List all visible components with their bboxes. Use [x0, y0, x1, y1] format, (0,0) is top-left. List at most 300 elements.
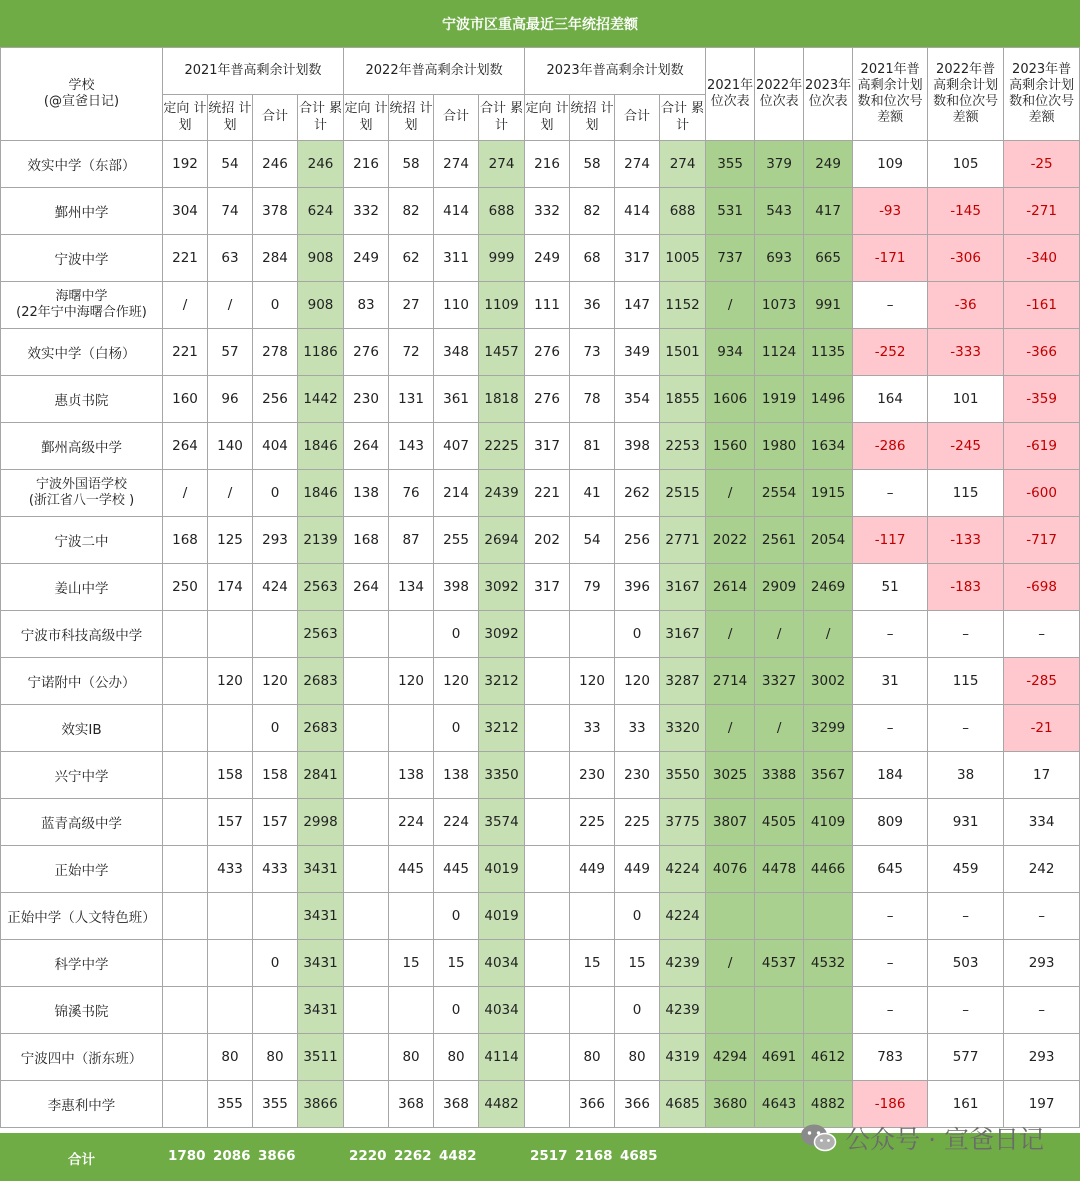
- table-row: [1, 564, 1080, 611]
- diff-cell: -340: [1004, 235, 1080, 282]
- school-name: 宁波二中: [1, 517, 163, 564]
- quota-cell: 15: [389, 940, 434, 987]
- diff-cell: -252: [853, 329, 928, 376]
- school-name: 李惠利中学: [1, 1081, 163, 1128]
- quota-cell: 147: [615, 282, 660, 329]
- quota-cell: 349: [615, 329, 660, 376]
- quota-cell: 80: [434, 1034, 479, 1081]
- quota-cell: 433: [208, 846, 253, 893]
- school-name: 正始中学（人文特色班）: [1, 893, 163, 940]
- quota-cell: [344, 846, 389, 893]
- cumulative-cell: 2439: [479, 470, 525, 517]
- cumulative-cell: 4034: [479, 940, 525, 987]
- rank-cell: 4537: [755, 940, 804, 987]
- rank-cell: 1135: [804, 329, 853, 376]
- cumulative-cell: 1152: [660, 282, 706, 329]
- quota-cell: 274: [615, 141, 660, 188]
- diff-cell: –: [928, 893, 1004, 940]
- rank-cell: 2022: [706, 517, 755, 564]
- cumulative-cell: 1855: [660, 376, 706, 423]
- rank-cell: 2714: [706, 658, 755, 705]
- school-name: 效实中学（白杨）: [1, 329, 163, 376]
- diff-cell: -333: [928, 329, 1004, 376]
- quota-cell: 230: [344, 376, 389, 423]
- cumulative-cell: 2771: [660, 517, 706, 564]
- quota-cell: /: [208, 282, 253, 329]
- cumulative-cell: 3167: [660, 564, 706, 611]
- quota-cell: 0: [615, 893, 660, 940]
- quota-cell: [344, 1081, 389, 1128]
- rank-cell: /: [706, 705, 755, 752]
- subcol-header-2021-3: 合计 累计: [298, 95, 344, 141]
- quota-cell: 366: [570, 1081, 615, 1128]
- quota-cell: 72: [389, 329, 434, 376]
- quota-cell: 221: [525, 470, 570, 517]
- school-header: [1, 48, 163, 141]
- quota-cell: [344, 705, 389, 752]
- quota-cell: 120: [389, 658, 434, 705]
- cumulative-cell: 4019: [479, 846, 525, 893]
- subcol-header-2021-2: 合计: [253, 95, 298, 141]
- cumulative-cell: 3511: [298, 1034, 344, 1081]
- diff-cell: -133: [928, 517, 1004, 564]
- quota-cell: [525, 846, 570, 893]
- school-name: 姜山中学: [1, 564, 163, 611]
- school-header-sub: (@宣爸日记): [43, 94, 120, 109]
- cumulative-cell: 4034: [479, 987, 525, 1034]
- table-row: [1, 141, 1080, 188]
- quota-cell: [163, 799, 208, 846]
- diff-cell: 115: [928, 470, 1004, 517]
- rank-cell: 1073: [755, 282, 804, 329]
- diff-cell: –: [853, 893, 928, 940]
- rank-cell: 1124: [755, 329, 804, 376]
- quota-cell: 74: [208, 188, 253, 235]
- diff-cell: -36: [928, 282, 1004, 329]
- quota-cell: 120: [208, 658, 253, 705]
- rank-cell: /: [706, 611, 755, 658]
- rank-cell: 1915: [804, 470, 853, 517]
- quota-cell: 174: [208, 564, 253, 611]
- school-name: 科学中学: [1, 940, 163, 987]
- rank-cell: 2554: [755, 470, 804, 517]
- cumulative-cell: 2998: [298, 799, 344, 846]
- cumulative-cell: 3212: [479, 658, 525, 705]
- subcol-header-2023-1: 统招 计划: [570, 95, 615, 141]
- diff-cell: 931: [928, 799, 1004, 846]
- quota-cell: 0: [253, 282, 298, 329]
- rank-cell: 4294: [706, 1034, 755, 1081]
- quota-cell: 398: [615, 423, 660, 470]
- quota-cell: [525, 1081, 570, 1128]
- table-row: [1, 799, 1080, 846]
- quota-cell: 414: [615, 188, 660, 235]
- quota-cell: 83: [344, 282, 389, 329]
- rank-cell: 1606: [706, 376, 755, 423]
- diff-cell: –: [853, 705, 928, 752]
- quota-cell: 398: [434, 564, 479, 611]
- quota-cell: 255: [434, 517, 479, 564]
- cumulative-cell: 1442: [298, 376, 344, 423]
- cumulative-cell: 3431: [298, 987, 344, 1034]
- quota-cell: [344, 1034, 389, 1081]
- table-row: [1, 705, 1080, 752]
- footer-2023-unified: 2168: [575, 1148, 613, 1164]
- quota-cell: 81: [570, 423, 615, 470]
- quota-cell: 57: [208, 329, 253, 376]
- quota-cell: 246: [253, 141, 298, 188]
- quota-cell: 317: [525, 564, 570, 611]
- quota-cell: 80: [253, 1034, 298, 1081]
- quota-cell: 80: [615, 1034, 660, 1081]
- quota-cell: 224: [389, 799, 434, 846]
- quota-cell: [525, 893, 570, 940]
- cumulative-cell: 2139: [298, 517, 344, 564]
- rank-cell: 1560: [706, 423, 755, 470]
- diff-cell: -285: [1004, 658, 1080, 705]
- diff-cell: 38: [928, 752, 1004, 799]
- subcol-header-2022-1: 统招 计划: [389, 95, 434, 141]
- footer-label: 合计: [68, 1152, 95, 1168]
- diff-cell: -171: [853, 235, 928, 282]
- table-row: [1, 235, 1080, 282]
- quota-cell: 33: [570, 705, 615, 752]
- diff-cell: 645: [853, 846, 928, 893]
- quota-cell: 224: [434, 799, 479, 846]
- school-name: 鄞州中学: [1, 188, 163, 235]
- quota-cell: 168: [163, 517, 208, 564]
- quota-cell: [163, 611, 208, 658]
- cumulative-cell: 2841: [298, 752, 344, 799]
- quota-cell: 332: [525, 188, 570, 235]
- diff-cell: -117: [853, 517, 928, 564]
- quota-cell: 293: [253, 517, 298, 564]
- quota-cell: [389, 987, 434, 1034]
- diff-cell: –: [853, 470, 928, 517]
- quota-cell: 143: [389, 423, 434, 470]
- table-row: [1, 940, 1080, 987]
- diff-cell: -21: [1004, 705, 1080, 752]
- quota-cell: 54: [570, 517, 615, 564]
- quota-cell: 0: [615, 611, 660, 658]
- quota-cell: 404: [253, 423, 298, 470]
- quota-cell: [389, 611, 434, 658]
- quota-cell: 120: [615, 658, 660, 705]
- quota-cell: 87: [389, 517, 434, 564]
- quota-table: [0, 47, 1080, 1128]
- diff-cell: 197: [1004, 1081, 1080, 1128]
- quota-cell: [253, 987, 298, 1034]
- diff-cell: –: [853, 940, 928, 987]
- diff-cell: 109: [853, 141, 928, 188]
- quota-cell: 82: [389, 188, 434, 235]
- cumulative-cell: 1846: [298, 470, 344, 517]
- cumulative-cell: 908: [298, 235, 344, 282]
- quota-cell: [525, 1034, 570, 1081]
- rank-cell: 934: [706, 329, 755, 376]
- year-group-2021-header: 2021年普高剩余计划数: [163, 48, 344, 95]
- diff-cell: 293: [1004, 940, 1080, 987]
- rank-cell: 4478: [755, 846, 804, 893]
- rank-cell: 4076: [706, 846, 755, 893]
- diff-cell: –: [928, 987, 1004, 1034]
- quota-cell: 250: [163, 564, 208, 611]
- rank-cell: 4882: [804, 1081, 853, 1128]
- cumulative-cell: 4239: [660, 987, 706, 1034]
- quota-cell: 264: [344, 564, 389, 611]
- quota-cell: [570, 893, 615, 940]
- diff-cell: –: [1004, 611, 1080, 658]
- pos-2021-header: 2021年 位次表: [706, 48, 755, 141]
- quota-cell: 41: [570, 470, 615, 517]
- diff-cell: -271: [1004, 188, 1080, 235]
- quota-cell: [344, 658, 389, 705]
- cumulative-cell: 2253: [660, 423, 706, 470]
- cumulative-cell: 3350: [479, 752, 525, 799]
- cumulative-cell: 3431: [298, 940, 344, 987]
- rank-cell: 2561: [755, 517, 804, 564]
- quota-cell: 0: [253, 940, 298, 987]
- quota-cell: 276: [525, 376, 570, 423]
- school-name: 锦溪书院: [1, 987, 163, 1034]
- rank-cell: 4505: [755, 799, 804, 846]
- table-row: [1, 752, 1080, 799]
- quota-cell: 192: [163, 141, 208, 188]
- rank-cell: 4612: [804, 1034, 853, 1081]
- quota-cell: 216: [344, 141, 389, 188]
- school-name: 鄞州高级中学: [1, 423, 163, 470]
- quota-cell: 274: [434, 141, 479, 188]
- quota-cell: 125: [208, 517, 253, 564]
- quota-cell: 354: [615, 376, 660, 423]
- subcol-header-2022-3: 合计 累计: [479, 95, 525, 141]
- quota-cell: 278: [253, 329, 298, 376]
- quota-cell: 414: [434, 188, 479, 235]
- diff-2021-header: 2021年普 高剩余计划 数和位次号 差额: [853, 48, 928, 141]
- quota-cell: 214: [434, 470, 479, 517]
- quota-cell: 262: [615, 470, 660, 517]
- quota-cell: [208, 893, 253, 940]
- wechat-icon: [799, 1122, 837, 1154]
- cumulative-cell: 1457: [479, 329, 525, 376]
- quota-cell: [163, 752, 208, 799]
- cumulative-cell: 2683: [298, 705, 344, 752]
- quota-cell: 378: [253, 188, 298, 235]
- rank-cell: 249: [804, 141, 853, 188]
- diff-cell: 101: [928, 376, 1004, 423]
- watermark: [799, 1120, 1044, 1156]
- watermark-text: 公众号 · 宣爸日记: [845, 1125, 1044, 1154]
- quota-cell: 368: [389, 1081, 434, 1128]
- rank-cell: [755, 893, 804, 940]
- footer-2021-total: 3866: [258, 1148, 296, 1164]
- quota-cell: 264: [163, 423, 208, 470]
- rank-cell: 1634: [804, 423, 853, 470]
- rank-cell: 1919: [755, 376, 804, 423]
- quota-cell: [163, 893, 208, 940]
- rank-cell: 2469: [804, 564, 853, 611]
- quota-cell: [253, 611, 298, 658]
- quota-cell: 264: [344, 423, 389, 470]
- quota-cell: 15: [615, 940, 660, 987]
- cumulative-cell: 2694: [479, 517, 525, 564]
- quota-cell: [344, 752, 389, 799]
- cumulative-cell: 1109: [479, 282, 525, 329]
- quota-cell: 249: [344, 235, 389, 282]
- rank-cell: 543: [755, 188, 804, 235]
- diff-cell: –: [1004, 987, 1080, 1034]
- diff-cell: -93: [853, 188, 928, 235]
- quota-cell: [525, 705, 570, 752]
- rank-cell: 4643: [755, 1081, 804, 1128]
- diff-cell: -183: [928, 564, 1004, 611]
- quota-cell: 221: [163, 235, 208, 282]
- rank-cell: /: [804, 611, 853, 658]
- quota-cell: 80: [208, 1034, 253, 1081]
- school-name: 效实中学（东部）: [1, 141, 163, 188]
- quota-cell: 138: [434, 752, 479, 799]
- table-row: [1, 470, 1080, 517]
- diff-cell: –: [853, 282, 928, 329]
- school-name: 正始中学: [1, 846, 163, 893]
- school-name: 兴宁中学: [1, 752, 163, 799]
- cumulative-cell: 4319: [660, 1034, 706, 1081]
- cumulative-cell: 274: [479, 141, 525, 188]
- rank-cell: 2909: [755, 564, 804, 611]
- footer-2021-directed: 1780: [168, 1148, 206, 1164]
- cumulative-cell: 3212: [479, 705, 525, 752]
- quota-cell: 120: [253, 658, 298, 705]
- diff-2022-header: 2022年普 高剩余计划 数和位次号 差额: [928, 48, 1004, 141]
- quota-cell: 449: [615, 846, 660, 893]
- rank-cell: 3807: [706, 799, 755, 846]
- diff-cell: 809: [853, 799, 928, 846]
- quota-cell: /: [163, 282, 208, 329]
- quota-cell: [344, 987, 389, 1034]
- quota-cell: 140: [208, 423, 253, 470]
- school-header-label: 学校: [68, 77, 95, 93]
- table-row: [1, 1034, 1080, 1081]
- subcol-header-2023-2: 合计: [615, 95, 660, 141]
- quota-cell: 0: [253, 470, 298, 517]
- quota-cell: [163, 846, 208, 893]
- subcol-header-2022-2: 合计: [434, 95, 479, 141]
- table-row: [1, 188, 1080, 235]
- diff-cell: 164: [853, 376, 928, 423]
- quota-cell: [525, 611, 570, 658]
- rank-cell: /: [755, 611, 804, 658]
- cumulative-cell: 3320: [660, 705, 706, 752]
- diff-cell: 161: [928, 1081, 1004, 1128]
- cumulative-cell: 4224: [660, 846, 706, 893]
- rank-cell: [755, 987, 804, 1034]
- quota-cell: 256: [253, 376, 298, 423]
- quota-cell: [344, 893, 389, 940]
- quota-cell: 120: [434, 658, 479, 705]
- cumulative-cell: 3431: [298, 893, 344, 940]
- quota-cell: 158: [253, 752, 298, 799]
- quota-cell: [163, 1034, 208, 1081]
- quota-cell: [389, 705, 434, 752]
- rank-cell: /: [706, 282, 755, 329]
- quota-cell: 445: [434, 846, 479, 893]
- cumulative-cell: 3092: [479, 564, 525, 611]
- quota-cell: 157: [208, 799, 253, 846]
- quota-cell: 317: [615, 235, 660, 282]
- quota-cell: [163, 705, 208, 752]
- quota-cell: [525, 658, 570, 705]
- rank-cell: 3567: [804, 752, 853, 799]
- diff-cell: -145: [928, 188, 1004, 235]
- diff-cell: -600: [1004, 470, 1080, 517]
- table-row: [1, 517, 1080, 564]
- school-name: 海曙中学 (22年宁中海曙合作班): [1, 282, 163, 329]
- quota-cell: 62: [389, 235, 434, 282]
- rank-cell: 3680: [706, 1081, 755, 1128]
- diff-cell: -698: [1004, 564, 1080, 611]
- quota-cell: [208, 940, 253, 987]
- quota-cell: 63: [208, 235, 253, 282]
- rank-cell: /: [706, 940, 755, 987]
- rank-cell: 4466: [804, 846, 853, 893]
- rank-cell: 665: [804, 235, 853, 282]
- rank-cell: [706, 893, 755, 940]
- quota-cell: 0: [253, 705, 298, 752]
- quota-cell: 36: [570, 282, 615, 329]
- diff-cell: 577: [928, 1034, 1004, 1081]
- quota-cell: 27: [389, 282, 434, 329]
- quota-cell: 0: [434, 893, 479, 940]
- rank-cell: 531: [706, 188, 755, 235]
- quota-cell: [344, 940, 389, 987]
- quota-cell: 0: [615, 987, 660, 1034]
- quota-cell: 96: [208, 376, 253, 423]
- quota-cell: 355: [208, 1081, 253, 1128]
- cumulative-cell: 999: [479, 235, 525, 282]
- school-name: 宁波市科技高级中学: [1, 611, 163, 658]
- diff-cell: -619: [1004, 423, 1080, 470]
- quota-cell: [525, 987, 570, 1034]
- pos-2023-header: 2023年 位次表: [804, 48, 853, 141]
- subcol-header-2023-0: 定向 计划: [525, 95, 570, 141]
- quota-cell: 361: [434, 376, 479, 423]
- rank-cell: 991: [804, 282, 853, 329]
- quota-cell: [525, 799, 570, 846]
- quota-cell: 355: [253, 1081, 298, 1128]
- subcol-header-2021-0: 定向 计划: [163, 95, 208, 141]
- diff-cell: -286: [853, 423, 928, 470]
- subcol-header-2022-0: 定向 计划: [344, 95, 389, 141]
- diff-cell: 115: [928, 658, 1004, 705]
- quota-cell: 157: [253, 799, 298, 846]
- table-row: [1, 658, 1080, 705]
- rank-cell: 4109: [804, 799, 853, 846]
- school-name: 惠贞书院: [1, 376, 163, 423]
- quota-cell: 332: [344, 188, 389, 235]
- quota-cell: [208, 987, 253, 1034]
- quota-cell: 73: [570, 329, 615, 376]
- school-name: 效实IB: [1, 705, 163, 752]
- quota-cell: 256: [615, 517, 660, 564]
- table-row: [1, 329, 1080, 376]
- rank-cell: 3388: [755, 752, 804, 799]
- table-row: [1, 376, 1080, 423]
- cumulative-cell: 3775: [660, 799, 706, 846]
- cumulative-cell: 3550: [660, 752, 706, 799]
- cumulative-cell: 4224: [660, 893, 706, 940]
- quota-cell: 348: [434, 329, 479, 376]
- quota-cell: [389, 893, 434, 940]
